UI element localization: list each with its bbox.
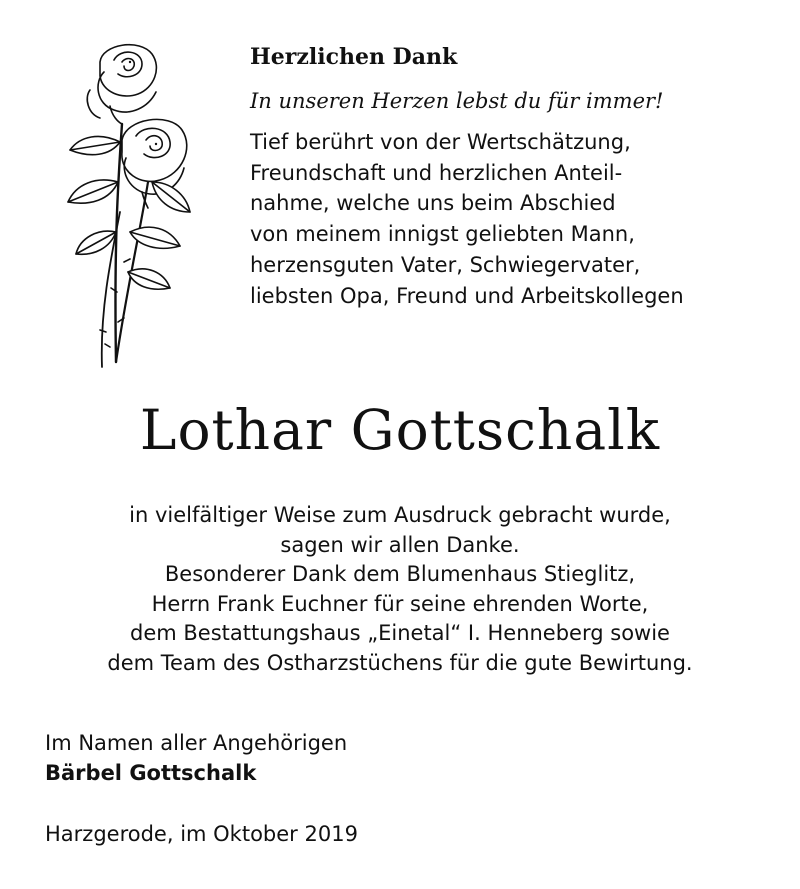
rose-icon: [30, 32, 205, 372]
body-line: sagen wir allen Danke.: [280, 532, 520, 557]
card-heading: Herzlichen Dank: [250, 44, 458, 70]
signature-block: [45, 728, 347, 788]
header-block: [250, 42, 770, 311]
place-date: Harzgerode, im Oktober 2019: [45, 822, 358, 846]
signature-name: Bärbel Gottschalk: [45, 761, 257, 785]
intro-line: herzensguten Vater, Schwiegervater,: [250, 252, 641, 277]
body-line: dem Team des Ostharzstüchens für die gute Bewirtung.: [107, 650, 693, 675]
body-line: Herrn Frank Euchner für seine ehrenden Worte,: [151, 591, 649, 616]
body-text: [0, 501, 800, 679]
deceased-name: Lothar Gottschalk: [139, 398, 661, 462]
body-line: dem Bestattungshaus „Einetal“ I. Henneberg sowie: [130, 621, 670, 646]
intro-line: Freundschaft und herzlichen Anteil-: [250, 160, 623, 185]
intro-line: Tief berührt von der Wertschätzung,: [250, 130, 631, 154]
card-motto: In unseren Herzen lebst du für immer!: [250, 89, 664, 113]
intro-line: von meinem innigst geliebten Mann,: [250, 222, 635, 247]
body-line: Besonderer Dank dem Blumenhaus Stieglitz,: [164, 562, 636, 587]
intro-text: [250, 127, 770, 311]
body-line: in vielfältiger Weise zum Ausdruck gebracht wurde,: [129, 503, 671, 527]
intro-line: liebsten Opa, Freund und Arbeitskollegen: [250, 283, 684, 308]
signature-line: Im Namen aller Angehörigen: [45, 731, 348, 755]
intro-line: nahme, welche uns beim Abschied: [250, 191, 616, 216]
